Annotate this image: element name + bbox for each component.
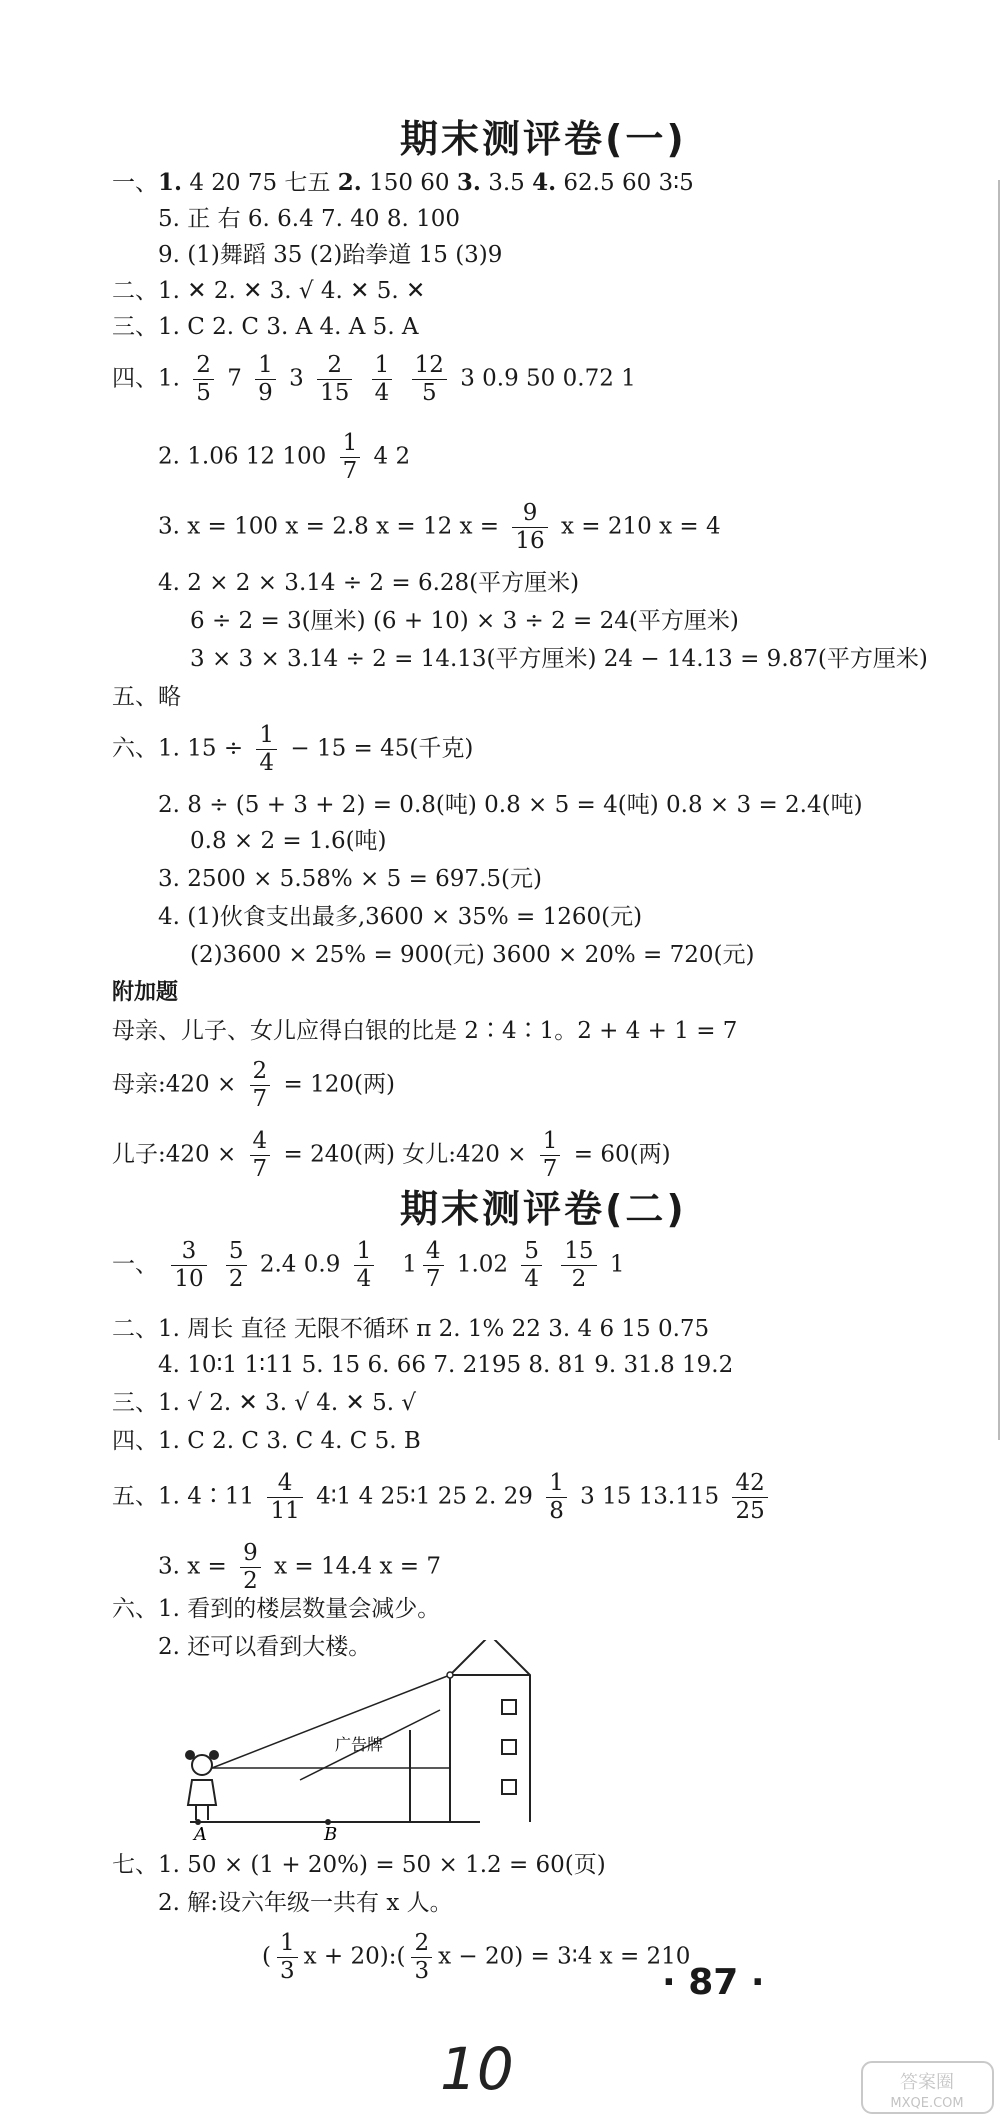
label-b: B — [324, 1824, 338, 1840]
bonus-line2 — [112, 1058, 395, 1113]
p1-sec4-q1 — [112, 352, 636, 407]
fraction: $\frac{5}{4}$ — [521, 1238, 542, 1293]
p1-sec6-q2-l2: 0.8 × 2 = 1.6(吨) — [190, 828, 387, 854]
sightline-diagram — [180, 1640, 560, 1840]
answer-text: 62.5 60 3∶5 — [556, 170, 694, 196]
fraction: $\frac{2}{15}$ — [317, 352, 352, 407]
p1-sec6-q1 — [112, 722, 473, 777]
answer-text: x = 14.4 x = 7 — [274, 1553, 441, 1580]
fraction: $\frac{1}{3}$ — [277, 1930, 298, 1985]
sight-line-diag — [300, 1710, 440, 1780]
p1-sec4-q3 — [158, 500, 721, 555]
p2-sec2-l1: 二、1. 周长 直径 无限不循环 π 2. 1% 22 3. 4 6 15 0.75 — [112, 1316, 710, 1342]
billboard-label: 广告牌 — [335, 1735, 384, 1754]
sec-label: 一、 — [112, 170, 158, 196]
page-number: · 87 · — [662, 1962, 765, 2003]
svg-text:答案圈: 答案圈 — [900, 2072, 954, 2093]
q-num: 4. — [532, 169, 557, 196]
p1-sec5: 五、略 — [112, 684, 181, 710]
svg-text:MXQE.COM: MXQE.COM — [890, 2096, 964, 2111]
fraction: $\frac{4}{11}$ — [267, 1470, 302, 1525]
q-num: 1. — [158, 169, 183, 196]
p1-sec6-q2-l1: 2. 8 ÷ (5 + 3 + 2) = 0.8(吨) 0.8 × 5 = 4(吨) 0.8 × 3 = 2.4(吨) — [158, 792, 863, 818]
answer-text: 1 — [402, 1251, 417, 1278]
fraction: $\frac{4}{7}$ — [423, 1238, 444, 1293]
fraction: $\frac{1}{7}$ — [540, 1128, 561, 1183]
fraction: $\frac{9}{2}$ — [240, 1540, 261, 1595]
answer-text: 4∶1 4 25∶1 25 2. 29 — [316, 1483, 533, 1510]
answer-text: 2.4 0.9 — [259, 1251, 341, 1278]
sec-label: 一、 — [112, 1251, 158, 1278]
answer-text: = 120(两) — [283, 1071, 395, 1098]
answer-text: 1.02 — [456, 1251, 509, 1278]
fraction: $\frac{9}{16}$ — [512, 500, 547, 555]
p2-sec2-l2: 4. 10∶1 1∶11 5. 15 6. 66 7. 2195 8. 81 9. 31.8 19.2 — [158, 1352, 734, 1378]
watermark-logo — [860, 2060, 995, 2115]
sight-line-upper — [212, 1675, 450, 1768]
p1-sec6-q4-l1: 4. (1)伙食支出最多,3600 × 35% = 1260(元) — [158, 904, 643, 930]
answer-text: 4 2 — [373, 443, 411, 470]
answer-text: = 240(两) 女儿:420 × — [283, 1141, 527, 1168]
p1-sec2: 二、1. ✕ 2. ✕ 3. √ 4. ✕ 5. ✕ — [112, 278, 426, 304]
girl-figure — [185, 1750, 219, 1820]
p1-sec6-q4-l2: (2)3600 × 25% = 900(元) 3600 × 20% = 720(元) — [190, 942, 755, 968]
answer-text: 3. x = 100 x = 2.8 x = 12 x = — [158, 513, 500, 540]
fraction: $\frac{2}{5}$ — [193, 352, 214, 407]
bonus-title: 附加题 — [112, 980, 179, 1005]
answer-text: 4 20 75 七五 — [182, 170, 338, 196]
answer-text: 7 — [227, 365, 242, 392]
answer-text: 2. 1.06 12 100 — [158, 443, 327, 470]
p1-sec1-line1 — [112, 168, 694, 198]
fraction: $\frac{42}{25}$ — [732, 1470, 767, 1525]
fraction: $\frac{1}{4}$ — [372, 352, 393, 407]
p1-sec4-q4-l1: 4. 2 × 2 × 3.14 ÷ 2 = 6.28(平方厘米) — [158, 570, 580, 596]
label-a: A — [194, 1824, 207, 1840]
q-num: 3. — [456, 169, 481, 196]
p2-sec6-l2: 2. 还可以看到大楼。 — [158, 1634, 372, 1660]
bonus-line3 — [112, 1128, 671, 1183]
answer-text: 3.5 — [480, 170, 533, 196]
p2-sec4: 四、1. C 2. C 3. C 4. C 5. B — [112, 1428, 421, 1454]
answer-text: 3 15 13.115 — [580, 1483, 720, 1510]
p1-sec6-q3: 3. 2500 × 5.58% × 5 = 697.5(元) — [158, 866, 542, 892]
answer-text: x + 20):( — [303, 1943, 406, 1970]
fraction: $\frac{3}{10}$ — [171, 1238, 206, 1293]
answer-text: = 60(两) — [573, 1141, 671, 1168]
answer-text: 儿子:420 × — [112, 1141, 237, 1168]
handwritten-mark: 10 — [440, 2035, 514, 2103]
q-label: 四、1. — [112, 365, 180, 392]
fraction: $\frac{1}{7}$ — [340, 430, 361, 485]
p2-sec3: 三、1. √ 2. ✕ 3. √ 4. ✕ 5. √ — [112, 1390, 417, 1416]
q-num: 2. — [337, 169, 362, 196]
fraction: $\frac{4}{7}$ — [250, 1128, 271, 1183]
answer-text: 五、1. 4∶11 — [112, 1483, 255, 1510]
p2-sec7-l3 — [262, 1930, 690, 1985]
answer-text: 母亲:420 × — [112, 1071, 237, 1098]
p2-sec5-q1 — [112, 1470, 774, 1525]
p1-sec1-line2: 5. 正 右 6. 6.4 7. 40 8. 100 — [158, 206, 461, 232]
bonus-line1: 母亲、儿子、女儿应得白银的比是 2∶4∶1。2 + 4 + 1 = 7 — [112, 1018, 738, 1044]
p2-sec6-l1: 六、1. 看到的楼层数量会减少。 — [112, 1596, 441, 1622]
fraction: $\frac{1}{9}$ — [255, 352, 276, 407]
exam-title-2: 期末测评卷(二) — [400, 1187, 687, 1231]
p2-sec7-l1: 七、1. 50 × (1 + 20%) = 50 × 1.2 = 60(页) — [112, 1852, 606, 1878]
answer-text: − 15 = 45(千克) — [290, 735, 474, 762]
fraction: $\frac{2}{3}$ — [411, 1930, 432, 1985]
p2-sec7-l2: 2. 解:设六年级一共有 x 人。 — [158, 1890, 453, 1916]
p1-sec4-q4-l3: 3 × 3 × 3.14 ÷ 2 = 14.13(平方厘米) 24 − 14.13 = 9.87(平方厘米) — [190, 646, 928, 672]
fraction: $\frac{5}{2}$ — [226, 1238, 247, 1293]
exam-title-1: 期末测评卷(一) — [400, 117, 687, 161]
p1-sec4-q4-l2: 6 ÷ 2 = 3(厘米) (6 + 10) × 3 ÷ 2 = 24(平方厘米) — [190, 608, 739, 634]
answer-text: x = 210 x = 4 — [561, 513, 721, 540]
answer-text: x − 20) = 3∶4 x = 210 — [438, 1943, 691, 1970]
answer-text: 1 — [609, 1251, 625, 1278]
answer-text: 六、1. 15 ÷ — [112, 735, 244, 762]
p1-sec3: 三、1. C 2. C 3. A 4. A 5. A — [112, 314, 419, 340]
fraction: $\frac{2}{7}$ — [250, 1058, 271, 1113]
answer-text: 3. x = — [158, 1553, 227, 1580]
p2-sec5-q3 — [158, 1540, 441, 1595]
answer-text: 150 60 — [361, 170, 457, 196]
p1-sec4-q2 — [158, 430, 410, 485]
p1-sec1-line3: 9. (1)舞蹈 35 (2)跆拳道 15 (3)9 — [158, 242, 503, 268]
building — [447, 1640, 530, 1822]
fraction: $\frac{1}{4}$ — [256, 722, 277, 777]
p2-sec1 — [112, 1238, 625, 1293]
fraction: $\frac{15}{2}$ — [561, 1238, 596, 1293]
answer-text: 3 — [289, 365, 304, 392]
fraction: $\frac{1}{8}$ — [546, 1470, 567, 1525]
answer-text: 3 0.9 50 0.72 1 — [460, 365, 636, 392]
answer-text: ( — [262, 1943, 271, 1970]
fraction: $\frac{12}{5}$ — [412, 352, 447, 407]
fraction: $\frac{1}{4}$ — [354, 1238, 375, 1293]
